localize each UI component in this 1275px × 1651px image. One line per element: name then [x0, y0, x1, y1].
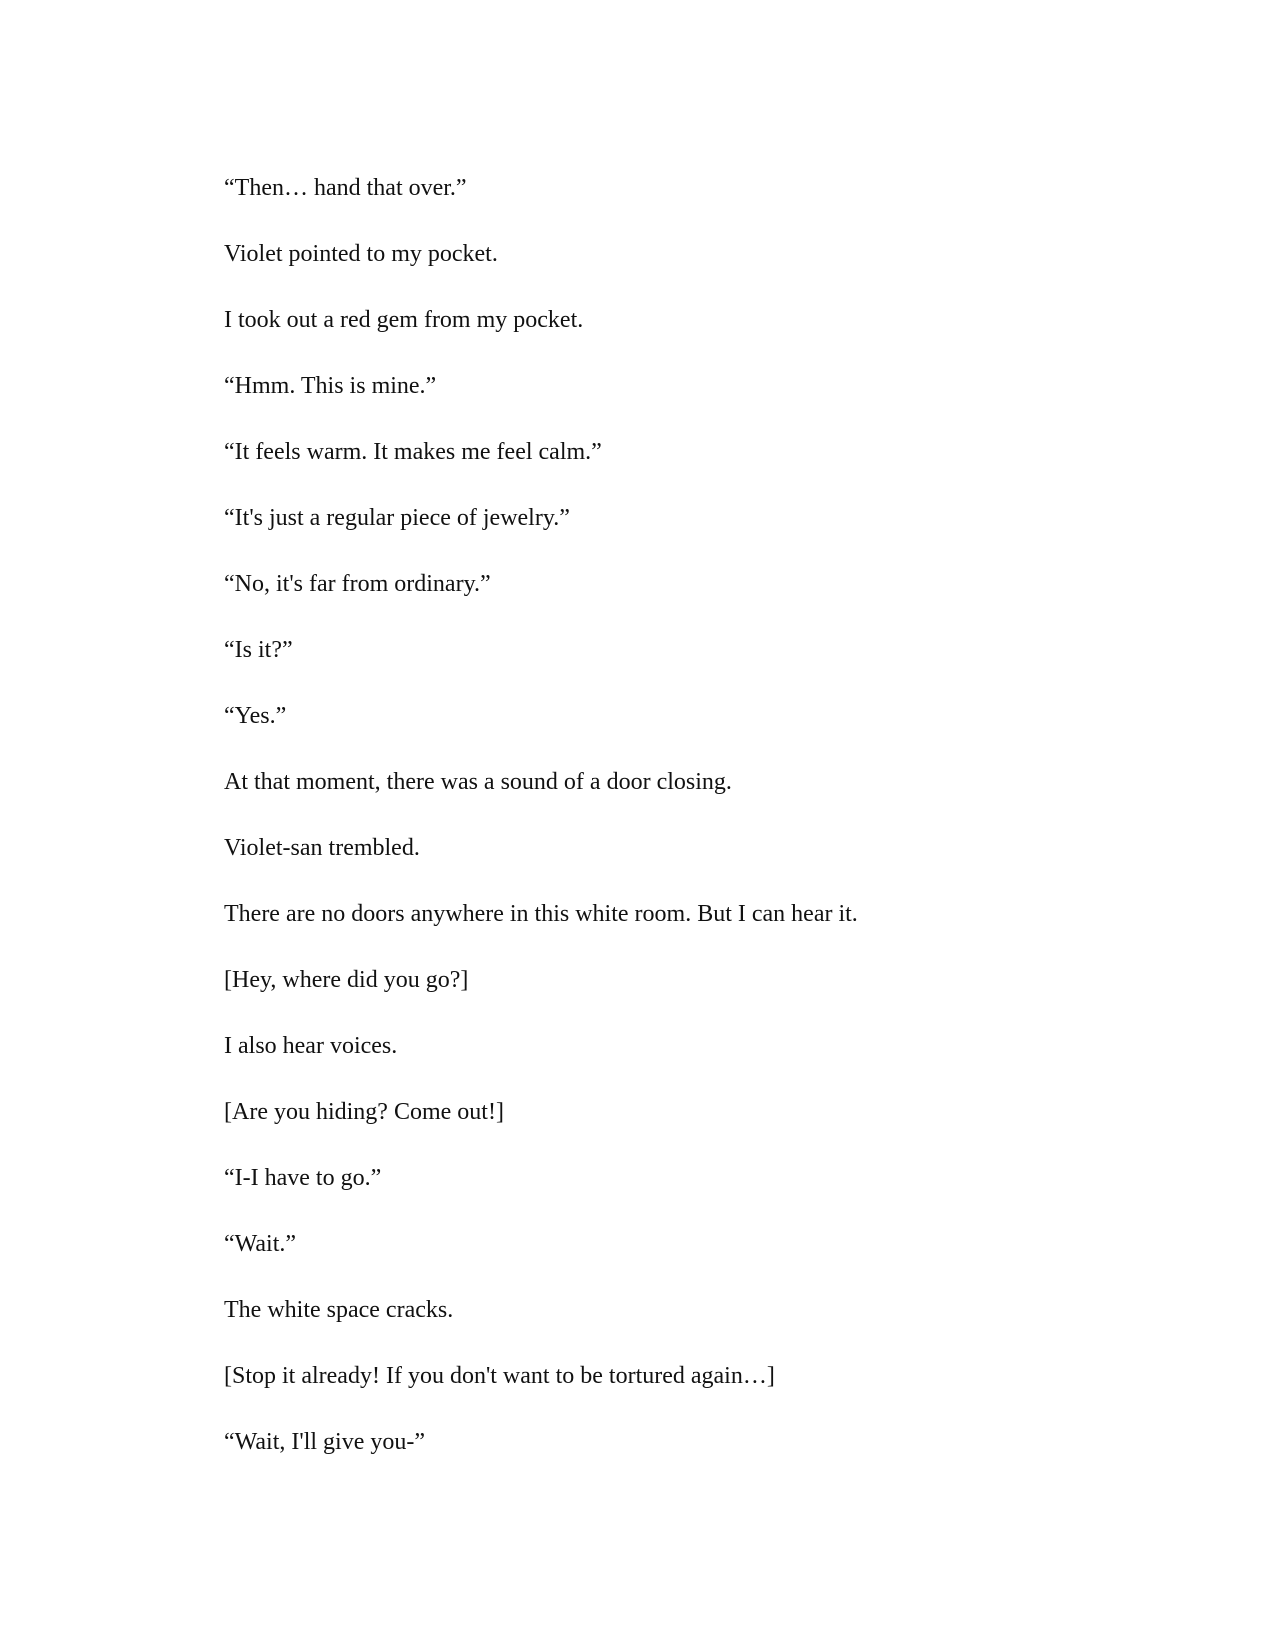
paragraph: Violet pointed to my pocket. [224, 241, 498, 267]
paragraph: “Wait.” [224, 1231, 297, 1257]
paragraph: “Is it?” [224, 637, 293, 663]
paragraph: “Hmm. This is mine.” [224, 373, 437, 399]
paragraph: “No, it's far from ordinary.” [224, 571, 491, 597]
paragraph: “I-I have to go.” [224, 1165, 382, 1191]
paragraph: [Stop it already! If you don't want to be tortured again…] [224, 1363, 775, 1389]
body-text [224, 174, 1124, 1494]
paragraph: Violet-san trembled. [224, 835, 420, 861]
paragraph: “Wait, I'll give you-” [224, 1429, 425, 1455]
paragraph: [Are you hiding? Come out!] [224, 1099, 504, 1125]
paragraph: “Yes.” [224, 703, 287, 729]
paragraph: At that moment, there was a sound of a door closing. [224, 769, 732, 795]
paragraph: [Hey, where did you go?] [224, 967, 469, 993]
paragraph: The white space cracks. [224, 1297, 454, 1323]
paragraph: “Then… hand that over.” [224, 175, 467, 201]
paragraph: “It feels warm. It makes me feel calm.” [224, 439, 602, 465]
paragraph: I took out a red gem from my pocket. [224, 307, 584, 333]
paragraph: “It's just a regular piece of jewelry.” [224, 505, 570, 531]
paragraph: There are no doors anywhere in this white room. But I can hear it. [224, 901, 858, 927]
paragraph: I also hear voices. [224, 1033, 398, 1059]
